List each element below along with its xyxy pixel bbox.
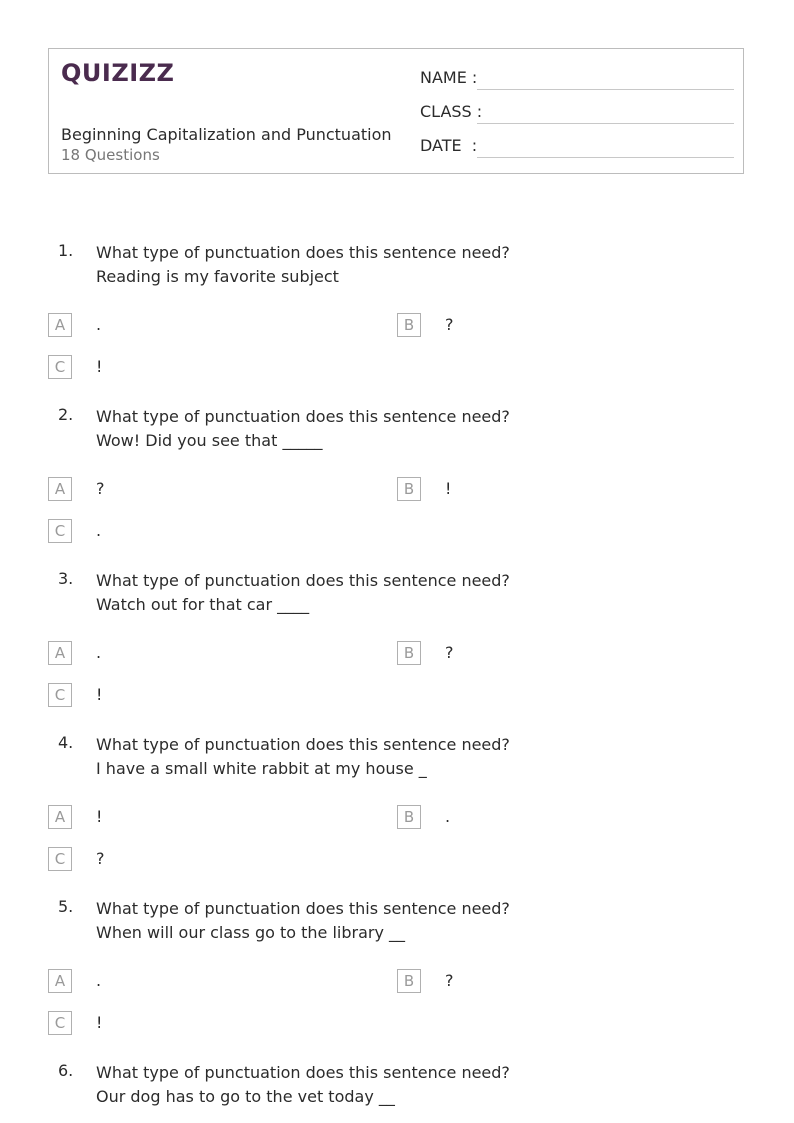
option-text: ! <box>96 357 103 376</box>
option-text: ? <box>96 479 105 498</box>
question-sentence: Our dog has to go to the vet today __ <box>96 1087 395 1106</box>
option-letter: A <box>48 313 72 337</box>
option-text: ? <box>445 315 454 334</box>
option-text: . <box>96 971 102 990</box>
question-prompt: What type of punctuation does this sentence need? <box>96 571 510 590</box>
class-label: CLASS : <box>420 102 483 121</box>
option-text: . <box>445 807 451 826</box>
worksheet-title: Beginning Capitalization and Punctuation <box>61 125 392 144</box>
question-number: 6. <box>58 1061 74 1080</box>
option-letter: B <box>397 805 421 829</box>
question-count: 18 Questions <box>61 146 160 164</box>
option-letter: B <box>397 477 421 501</box>
date-label: DATE : <box>420 136 478 155</box>
option-letter: A <box>48 477 72 501</box>
question-number: 4. <box>58 733 74 752</box>
question-sentence: I have a small white rabbit at my house _ <box>96 759 427 778</box>
option-letter: A <box>48 641 72 665</box>
question-prompt: What type of punctuation does this sentence need? <box>96 407 510 426</box>
option-letter: C <box>48 847 72 871</box>
quizizz-logo: QUIZIZZ <box>61 59 175 87</box>
option-text: ? <box>445 643 454 662</box>
class-line[interactable] <box>477 123 734 124</box>
question-prompt: What type of punctuation does this sentence need? <box>96 899 510 918</box>
option-letter: A <box>48 805 72 829</box>
class-field[interactable] <box>420 100 734 124</box>
question-sentence: Wow! Did you see that _____ <box>96 431 323 450</box>
question-number: 5. <box>58 897 74 916</box>
name-field[interactable] <box>420 66 734 90</box>
option-text: ! <box>96 807 103 826</box>
option-text: . <box>96 315 102 334</box>
name-line[interactable] <box>477 89 734 90</box>
question-number: 2. <box>58 405 74 424</box>
question-prompt: What type of punctuation does this sentence need? <box>96 243 510 262</box>
question-sentence: When will our class go to the library __ <box>96 923 406 942</box>
option-text: ! <box>96 685 103 704</box>
question-text <box>96 569 510 617</box>
option-text: ! <box>445 479 452 498</box>
option-text: ? <box>96 849 105 868</box>
question-text <box>96 733 510 781</box>
question-sentence: Watch out for that car ____ <box>96 595 310 614</box>
option-letter: C <box>48 683 72 707</box>
date-field[interactable] <box>420 134 734 158</box>
option-letter: A <box>48 969 72 993</box>
date-line[interactable] <box>477 157 734 158</box>
option-letter: C <box>48 355 72 379</box>
question-text <box>96 241 510 289</box>
option-text: ? <box>445 971 454 990</box>
question-text <box>96 1061 510 1109</box>
option-text: ! <box>96 1013 103 1032</box>
question-text <box>96 405 510 453</box>
option-letter: C <box>48 519 72 543</box>
option-text: . <box>96 643 102 662</box>
question-prompt: What type of punctuation does this sentence need? <box>96 735 510 754</box>
question-number: 1. <box>58 241 74 260</box>
option-letter: C <box>48 1011 72 1035</box>
option-letter: B <box>397 313 421 337</box>
option-letter: B <box>397 969 421 993</box>
worksheet-header <box>48 48 744 174</box>
question-sentence: Reading is my favorite subject <box>96 267 339 286</box>
question-number: 3. <box>58 569 74 588</box>
option-text: . <box>96 521 102 540</box>
option-letter: B <box>397 641 421 665</box>
question-prompt: What type of punctuation does this sentence need? <box>96 1063 510 1082</box>
name-label: NAME : <box>420 68 478 87</box>
question-text <box>96 897 510 945</box>
